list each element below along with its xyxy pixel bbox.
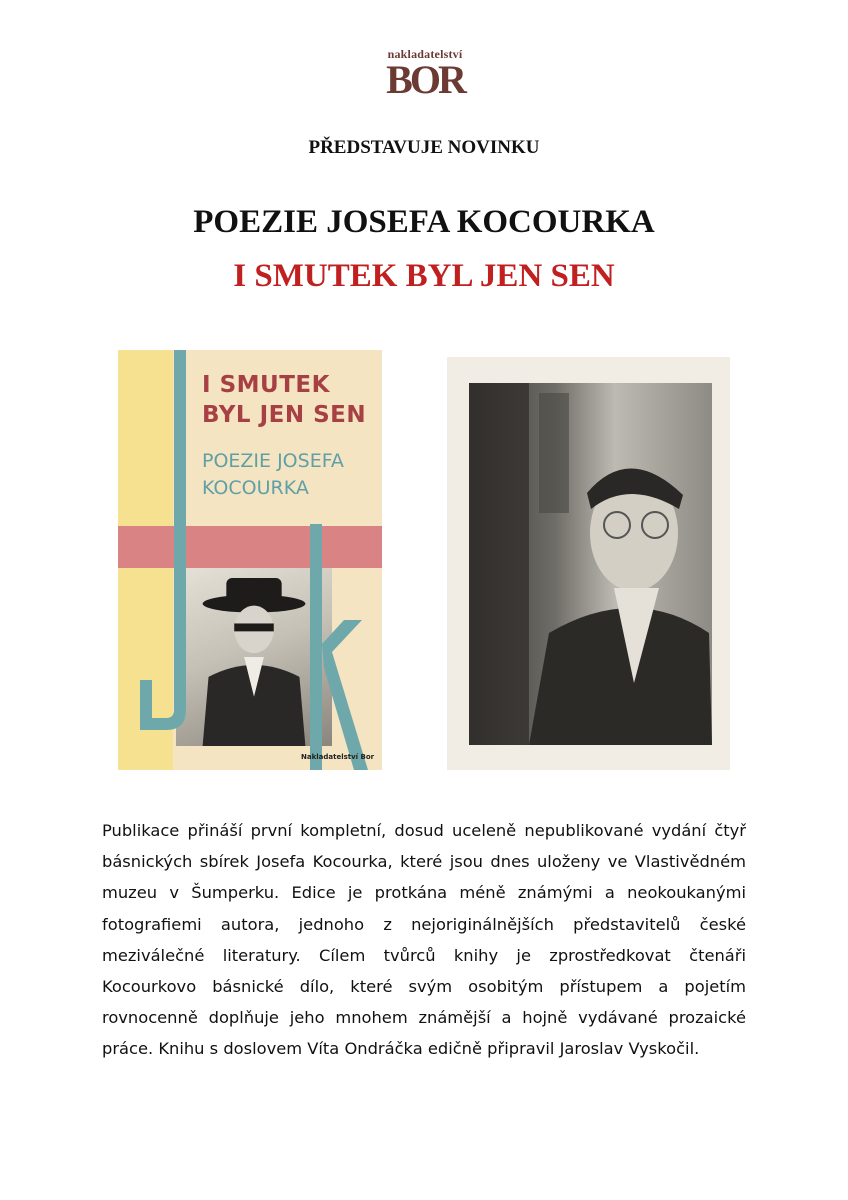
cover-author [202, 448, 344, 502]
cover-title-line1: I SMUTEK [202, 372, 330, 398]
cover-publisher: Nakladatelství Bor [301, 753, 375, 761]
portrait-figure [469, 383, 712, 745]
logo-small-text: nakladatelství [387, 47, 463, 61]
cover-author-line1: POEZIE JOSEFA [202, 450, 344, 472]
description-paragraph: Publikace přináší první kompletní, dosud uceleně nepublikované vydání čtyř básnických sbírek Josefa Kocourka, které jsou dnes uloženy ve Vlastivědném muzeu v Šumperku. Edice je protkána méně známými a neokoukanými fotografiemi autora, jednoho z nejoriginálnějších představitelů české meziválečné literatury. Cílem tvůrců knihy je zprostředkovat čtenáři Kocourkovo básnické dílo, které svým osobitým přístupem a pojetím rovnocenně doplňuje jeho mnohem známější a hojně vydávané prozaické práce. Knihu s doslovem Víta Ondráčka edičně připravil Jaroslav Vyskočil. [102, 821, 746, 1059]
kicker-heading: PŘEDSTAVUJE NOVINKU [308, 137, 540, 158]
author-portrait-photo [447, 357, 730, 770]
cover-title [202, 370, 366, 430]
page-subtitle: I SMUTEK BYL JEN SEN [233, 258, 615, 294]
page-title: POEZIE JOSEFA KOCOURKA [193, 204, 655, 240]
book-cover-image [118, 350, 382, 770]
publisher-logo [370, 48, 480, 100]
logo-big-text: BOR [386, 57, 464, 102]
cover-author-line2: KOCOURKA [202, 477, 309, 499]
cover-title-line2: BYL JEN SEN [202, 402, 367, 428]
portrait-image [469, 383, 712, 745]
